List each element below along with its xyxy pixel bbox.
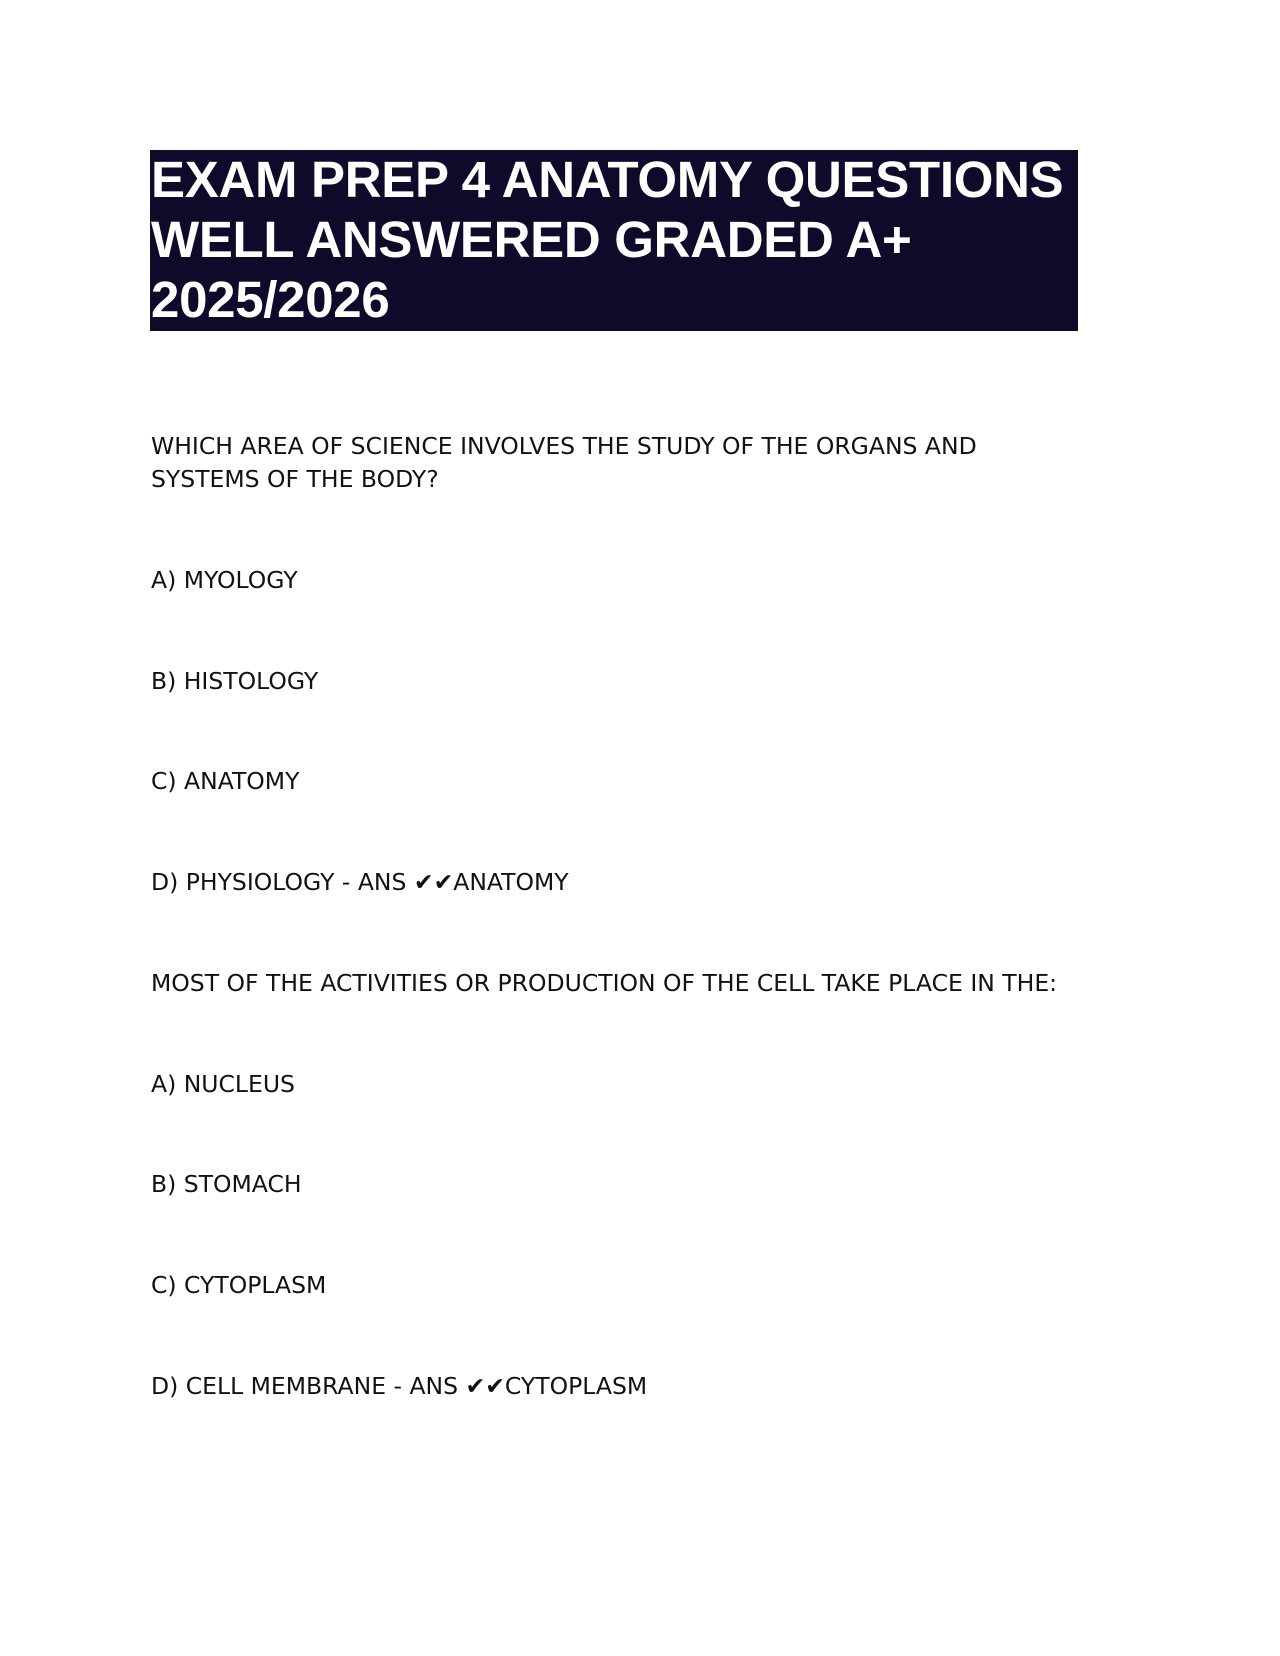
answer-option-with-answer: D) PHYSIOLOGY - ANS ✔✔ANATOMY — [151, 868, 569, 896]
answer-option: A) NUCLEUS — [151, 1070, 295, 1098]
question-text: WHICH AREA OF SCIENCE INVOLVES THE STUDY OF THE ORGANS AND — [151, 432, 977, 460]
document-title-line: 2025/2026 — [151, 271, 390, 328]
answer-option: B) HISTOLOGY — [151, 667, 319, 695]
question-text: SYSTEMS OF THE BODY? — [151, 465, 439, 493]
question-text: MOST OF THE ACTIVITIES OR PRODUCTION OF THE CELL TAKE PLACE IN THE: — [151, 969, 1058, 997]
answer-option: C) CYTOPLASM — [151, 1271, 327, 1299]
document-title-banner — [150, 150, 1078, 331]
answer-option: A) MYOLOGY — [151, 566, 298, 594]
answer-option: B) STOMACH — [151, 1170, 302, 1198]
answer-option: C) ANATOMY — [151, 767, 300, 795]
document-title-line: WELL ANSWERED GRADED A+ — [151, 211, 912, 268]
document-title-line: EXAM PREP 4 ANATOMY QUESTIONS — [151, 151, 1064, 208]
answer-option-with-answer: D) CELL MEMBRANE - ANS ✔✔CYTOPLASM — [151, 1372, 648, 1400]
